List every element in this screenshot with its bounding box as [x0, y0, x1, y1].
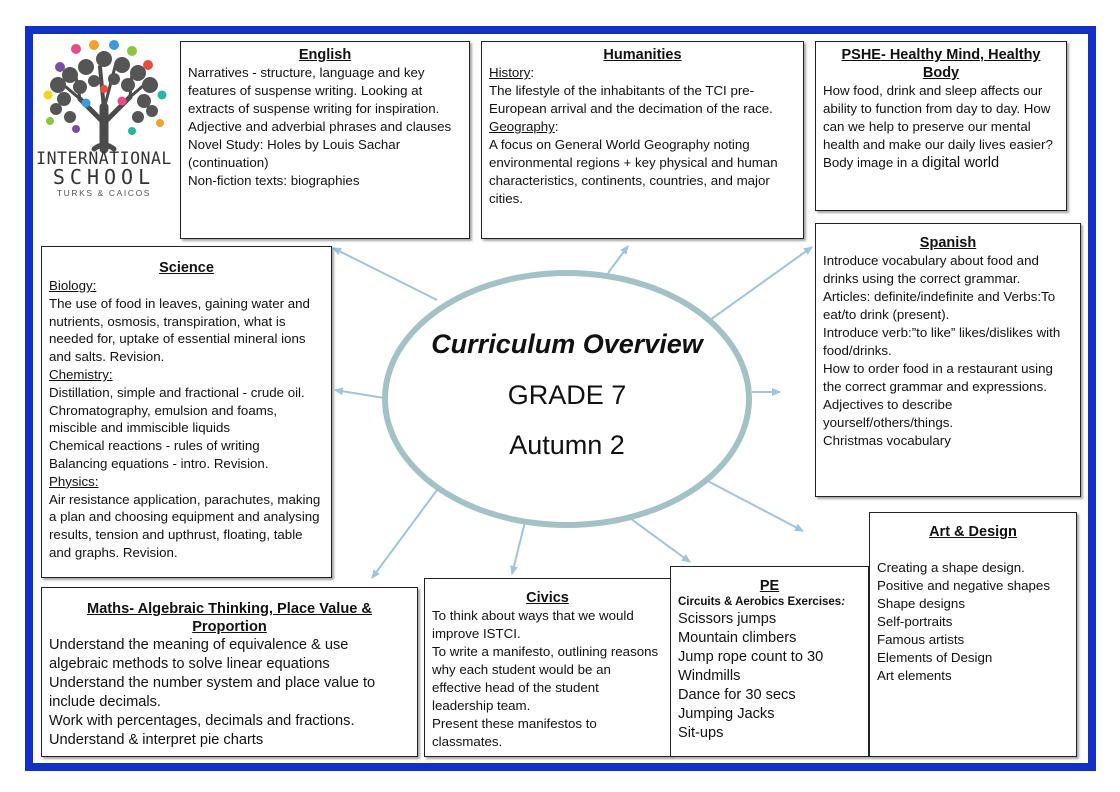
english-line: Adjective and adverbial phrases and clauses [188, 119, 452, 134]
arrow-pe [627, 516, 690, 562]
art-box [869, 512, 1077, 757]
history-label: History [489, 65, 531, 80]
arrow-english [333, 248, 437, 300]
maths-line: Work with percentages, decimals and fractions. [49, 713, 355, 729]
physics-label: Physics: [49, 473, 99, 489]
arrow-science [335, 390, 384, 398]
arrow-humanities [608, 246, 628, 273]
pshe-text: How food, drink and sleep affects our ability to function from day to day. How can we help to preserve our mental health and make our daily lives easier? [823, 83, 1053, 152]
art-line: Art elements [877, 668, 952, 683]
pe-box [670, 566, 869, 757]
pe-line: Dance for 30 secs [678, 687, 796, 703]
art-line: Shape designs [877, 596, 965, 611]
spanish-box [815, 223, 1081, 497]
maths-box [41, 587, 418, 757]
art-line: Positive and negative shapes [877, 578, 1050, 593]
overview-title: Curriculum Overview [431, 329, 703, 359]
science-box [41, 246, 332, 578]
civics-line: To write a manifesto, outlining reasons why each student would be an effective head of the student leadership team. [432, 644, 659, 713]
physics-text: Air resistance application, parachutes, making a plan and choosing equipment and analysing results, tension and upthrust, floating, table and graphs. Revision. [49, 491, 321, 560]
biology-label: Biology: [49, 278, 97, 293]
geography-text: A focus on General World Geography noting environmental regions + key physical and human characteristics, continents, countries, and major cities. [489, 137, 778, 206]
maths-title: Maths- Algebraic Thinking, Place Value & Proportion [87, 601, 372, 635]
art-line: Elements of Design [877, 650, 993, 665]
pe-subtitle: Circuits & Aerobics Exercises [678, 596, 842, 608]
art-line: Creating a shape design. [877, 560, 1025, 575]
chemistry-text: Distillation, simple and fractional - crude oil. Chromatography, emulsion and foams, miscible and immiscible liquids [49, 384, 305, 436]
maths-line: Understand & interpret pie charts [49, 732, 264, 748]
logo-line-school: SCHOOL [52, 165, 156, 189]
civics-title: Civics [526, 590, 569, 606]
humanities-title: Humanities [603, 47, 682, 63]
arrow-maths [372, 490, 437, 578]
art-line: Self-portraits [877, 614, 953, 629]
pe-line: Windmills [678, 668, 741, 684]
overview-term: Autumn 2 [509, 430, 625, 460]
maths-line: Understand the number system and place value to include decimals. [49, 675, 376, 710]
pe-line: Sit-ups [678, 725, 724, 741]
maths-line: Understand the meaning of equivalence & use algebraic methods to solve linear equations [49, 637, 349, 672]
spanish-line: Articles: definite/indefinite and Verbs:To eat/to drink (present). [823, 289, 1056, 322]
pshe-title: PSHE- Healthy Mind, Healthy Body [841, 47, 1041, 81]
pshe-text-2a: Body image in a [823, 155, 923, 170]
art-title: Art & Design [929, 524, 1017, 540]
pe-line: Scissors jumps [678, 611, 777, 627]
spanish-title: Spanish [919, 235, 977, 251]
pshe-box [815, 41, 1067, 211]
spanish-line: Introduce vocabulary about food and drinks using the correct grammar. [823, 253, 1039, 286]
pshe-text-2b: digital world [922, 155, 1000, 171]
art-line: Famous artists [877, 632, 965, 647]
science-title: Science [159, 260, 214, 276]
overview-grade: GRADE 7 [507, 380, 627, 410]
english-title: English [298, 47, 352, 63]
pe-title: PE [759, 578, 780, 594]
spanish-line: Adjectives to describe yourself/others/things. [823, 397, 954, 430]
logo-line-location: TURKS & CAICOS [56, 188, 152, 198]
humanities-box: Humanities History: The lifestyle of the inhabitants of the TCI pre-European arrival and the decimation of the race. Geography: A focus on General World Geography noting environmental regions + key physical and human characteristics, continents, countries, and major cities. [481, 41, 804, 239]
english-line: Non-fiction texts: biographies [188, 173, 360, 188]
pe-subtitle-colon: : [841, 596, 846, 608]
civics-line: To think about ways that we would improve ISTCI. [432, 608, 634, 641]
arrow-civics [512, 522, 525, 574]
logo-line-international: INTERNATIONAL [36, 149, 172, 168]
biology-text: The use of food in leaves, gaining water and nutrients, osmosis, transpiration, what is needed for, uptake of essential mineral ions and salts. Revision. [49, 295, 310, 365]
pe-line: Mountain climbers [678, 630, 797, 646]
spanish-line: Christmas vocabulary [823, 433, 951, 448]
english-line: Novel Study: Holes by Louis Sachar (continuation) [188, 137, 401, 170]
english-box [180, 41, 470, 239]
arrow-art [702, 478, 803, 531]
chemistry-label: Chemistry: [49, 366, 113, 382]
spanish-line: How to order food in a restaurant using the correct grammar and expressions. [823, 361, 1053, 394]
chemistry-text-3: Balancing equations - intro. Revision. [49, 455, 269, 471]
chemistry-text-2: Chemical reactions - rules of writing [49, 438, 260, 454]
arrow-pshe [710, 247, 812, 320]
civics-box [424, 578, 671, 757]
spanish-line: Introduce verb:”to like” likes/dislikes with food/drinks. [823, 325, 1061, 358]
english-line: Narratives - structure, language and key features of suspense writing. Looking at extracts of suspense writing for inspiration. [188, 65, 440, 116]
history-text: The lifestyle of the inhabitants of the TCI pre-European arrival and the decimation of the race. [489, 83, 773, 116]
pe-line: Jump rope count to 30 [678, 649, 824, 665]
pe-line: Jumping Jacks [678, 706, 775, 722]
geography-label: Geography [489, 119, 555, 134]
civics-line: Present these manifestos to classmates. [432, 716, 597, 749]
